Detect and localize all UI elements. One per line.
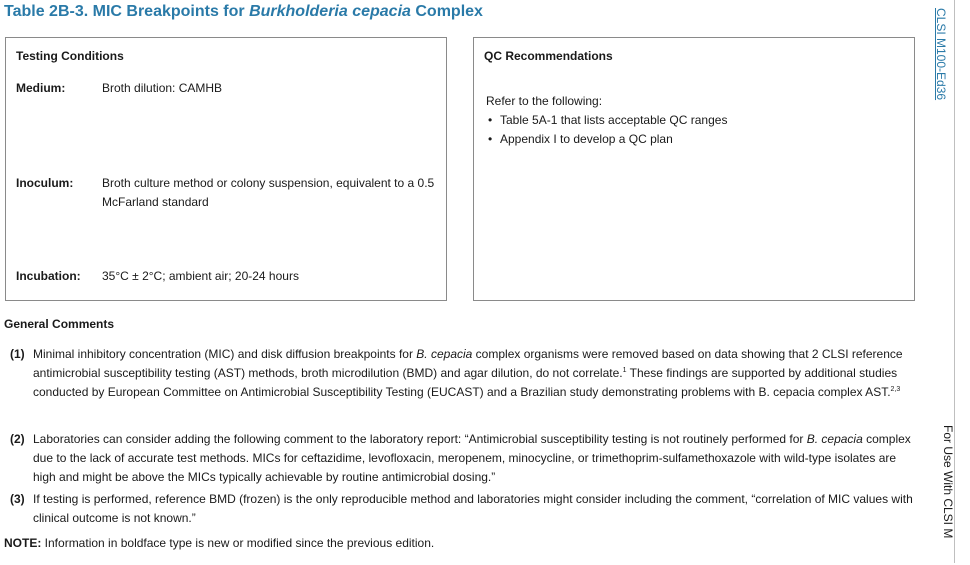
side-tab-link[interactable]: CLSI M100-Ed36 (934, 8, 948, 101)
incubation-value: 35°C ± 2°C; ambient air; 20-24 hours (102, 269, 299, 283)
qc-recommendations-box (473, 37, 915, 301)
inoculum-value: Broth culture method or colony suspension, equivalent to a 0.5 McFarland standard (102, 176, 435, 209)
comment-body: Minimal inhibitory concentration (MIC) and disk diffusion breakpoints for B. cepacia complex organisms were removed based on data showing that 2 CLSI reference antimicrobial susceptibility testing (AST) methods, broth microdilution (BMD) and agar dilution, do not correlate.$^1$ These findings are supported by additional studies conducted by European Committee on Antimicrobial Susceptibility Testing (EUCAST) and a Brazilian study demonstrating problems with B. cepacia complex AST.$^{2,3}$ (33, 347, 903, 399)
general-comment-3 (10, 490, 920, 528)
comment-number: (1) (10, 347, 25, 361)
comment-body: Laboratories can consider adding the following comment to the laboratory report: “Antimicrobial susceptibility testing is not routinely performed for B. cepacia complex due to the lack of accurate test methods. MICs for ceftazidime, levofloxacin, meropenem, minocycline, or trimethoprim-sulfamethoxazole with wild-type isolates are high and might be above the MICs typically achievable by routine antimicrobial dosing.” (33, 432, 911, 484)
note-label: NOTE: (4, 536, 42, 550)
qc-bullet-item: • Table 5A-1 that lists acceptable QC ranges (486, 111, 727, 130)
page-title: Table 2B-3. MIC Breakpoints for Burkholderia cepacia Complex (4, 3, 483, 20)
citation-2-3: 2,3 (890, 386, 901, 393)
comment-number: (3) (10, 492, 25, 506)
bullet-icon: • (488, 113, 493, 127)
side-footer-text: For Use With CLSI M (941, 425, 955, 539)
qc-recommendations-heading: QC Recommendations (484, 49, 613, 63)
qc-intro-text: Refer to the following: (486, 94, 603, 108)
inoculum-label: Inoculum: (16, 176, 74, 190)
medium-label: Medium: (16, 81, 66, 95)
general-comment-1 (10, 345, 920, 402)
edition-note: NOTE: Information in boldface type is new or modified since the previous edition. (4, 536, 435, 550)
citation-1: 1 (622, 367, 627, 374)
bullet-icon: • (488, 132, 493, 146)
title-organism: Burkholderia cepacia (249, 3, 411, 20)
incubation-label: Incubation: (16, 269, 81, 283)
medium-value: Broth dilution: CAMHB (102, 81, 223, 95)
comment-body: If testing is performed, reference BMD (frozen) is the only reproducible method and laboratories might consider including the comment, “correlation of MIC values with clinical outcome is not known.” (33, 492, 913, 525)
general-comments-heading: General Comments (4, 317, 115, 331)
comment-number: (2) (10, 432, 25, 446)
testing-conditions-box (5, 37, 447, 301)
testing-conditions-heading: Testing Conditions (16, 49, 124, 63)
general-comment-2 (10, 430, 920, 487)
qc-bullet-list (486, 111, 727, 149)
qc-bullet-item: • Appendix I to develop a QC plan (486, 130, 727, 149)
